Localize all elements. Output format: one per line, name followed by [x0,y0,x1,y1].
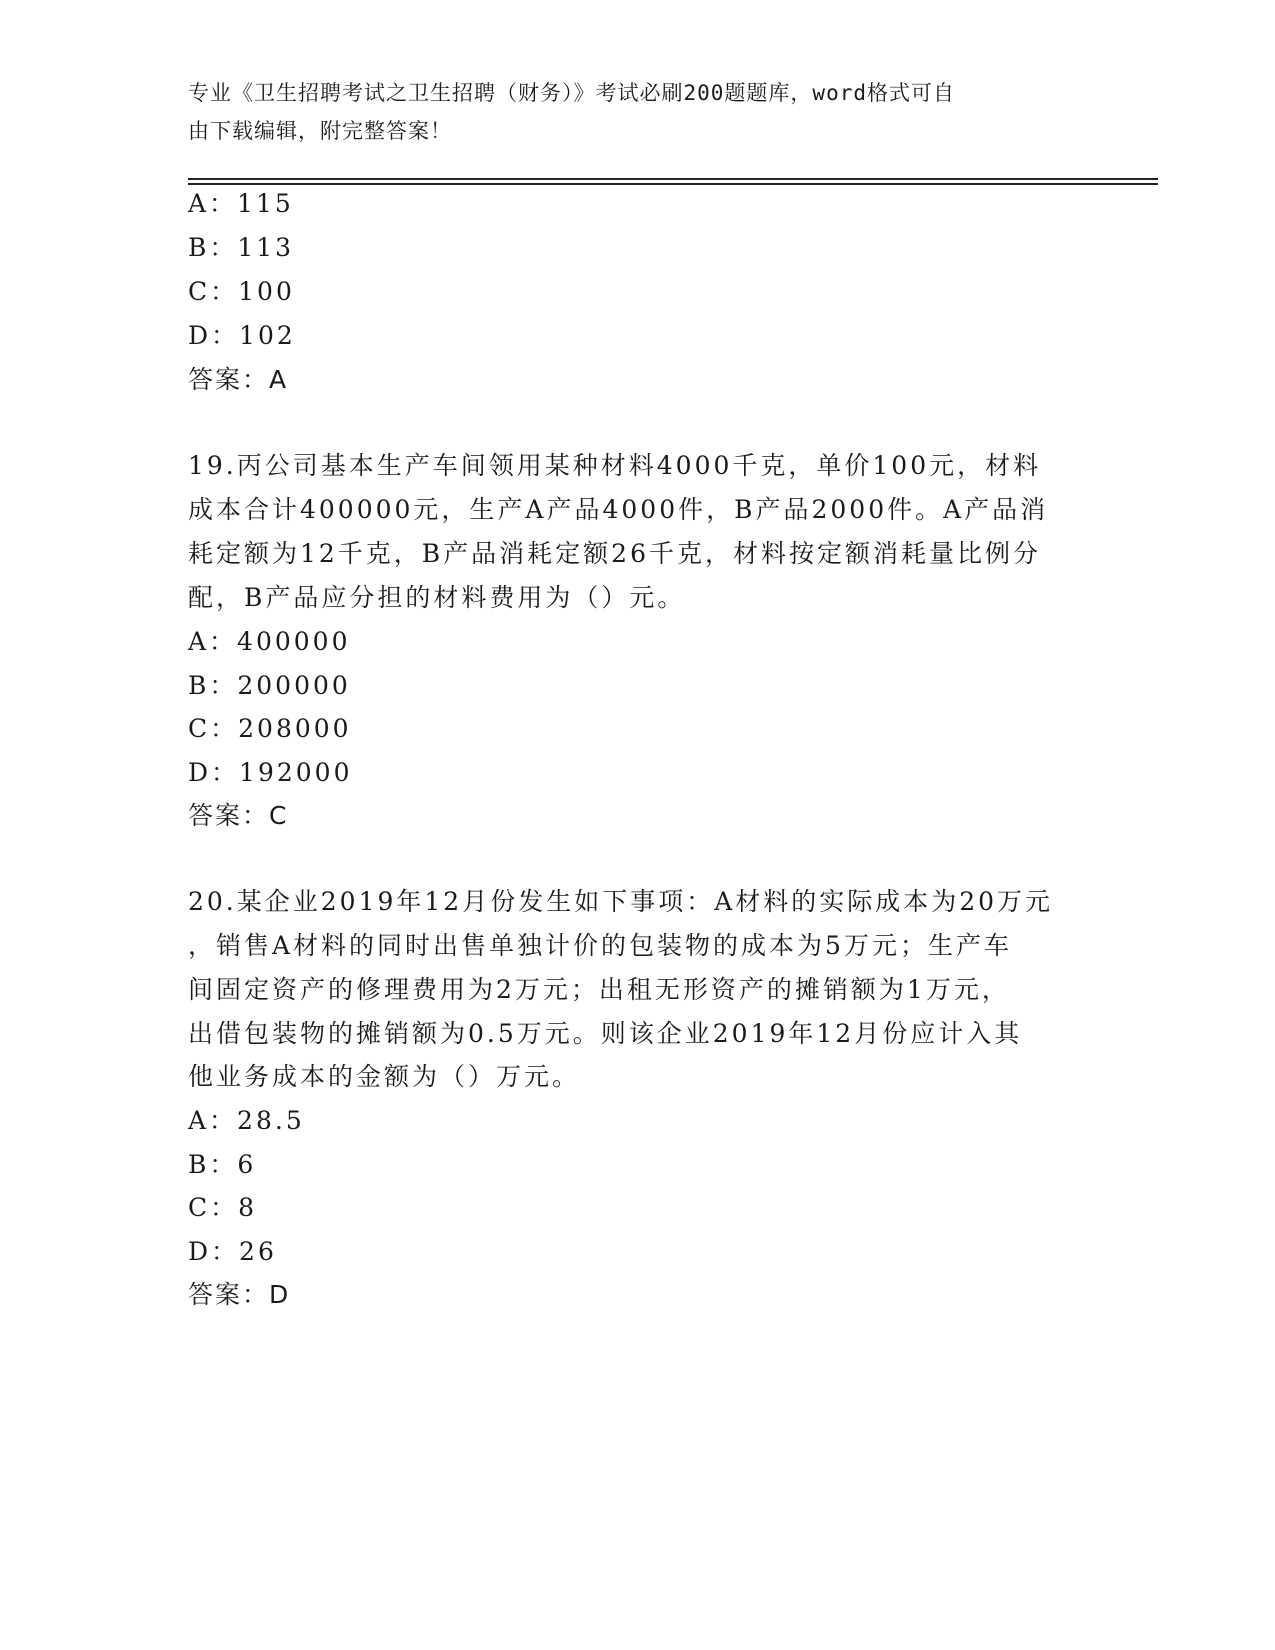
q20-stem-line-1: 20.某企业2019年12月份发生如下事项：A材料的实际成本为20万元 [188,887,1054,916]
header-line-2: 由下载编辑，附完整答案！ [188,119,452,143]
q20-stem-line-5: 他业务成本的金额为（）万元。 [188,1062,581,1091]
q20-option-b: B：6 [188,1150,257,1179]
document-header [188,74,1068,150]
q19-stem-line-1: 19.丙公司基本生产车间领用某种材料4000千克，单价100元，材料 [188,451,1042,480]
q18-option-b: B：113 [188,233,295,262]
q18-answer: 答案：A [188,365,289,394]
q20-option-d: D：26 [188,1237,277,1266]
header-divider-bottom [188,183,1158,185]
q18-option-a: A：115 [188,189,294,218]
q18-option-c: C：100 [188,277,295,306]
q19-stem-line-3: 耗定额为12千克，B产品消耗定额26千克，材料按定额消耗量比例分 [188,539,1041,568]
q20-stem-line-2: ，销售A材料的同时出售单独计价的包装物的成本为5万元；生产车 [188,931,1012,960]
q19-option-b: B：200000 [188,671,351,700]
header-divider-top [188,178,1158,180]
q20-option-c: C：8 [188,1193,258,1222]
q18-option-d: D：102 [188,321,296,350]
q19-option-c: C：208000 [188,714,352,743]
q19-answer: 答案：C [188,801,289,830]
header-line-1: 专业《卫生招聘考试之卫生招聘（财务）》考试必刷200题题库，word格式可自 [188,81,955,105]
q19-stem-line-2: 成本合计400000元，生产A产品4000件，B产品2000件。A产品消 [188,495,1049,524]
q19-option-d: D：192000 [188,758,353,787]
q19-option-a: A：400000 [188,627,351,656]
q20-stem-line-4: 出借包装物的摊销额为0.5万元。则该企业2019年12月份应计入其 [188,1019,1023,1048]
q19-stem-line-4: 配，B产品应分担的材料费用为（）元。 [188,583,686,612]
q20-option-a: A：28.5 [188,1106,305,1135]
q20-answer: 答案：D [188,1280,291,1309]
q20-stem-line-3: 间固定资产的修理费用为2万元；出租无形资产的摊销额为1万元， [188,975,1010,1004]
